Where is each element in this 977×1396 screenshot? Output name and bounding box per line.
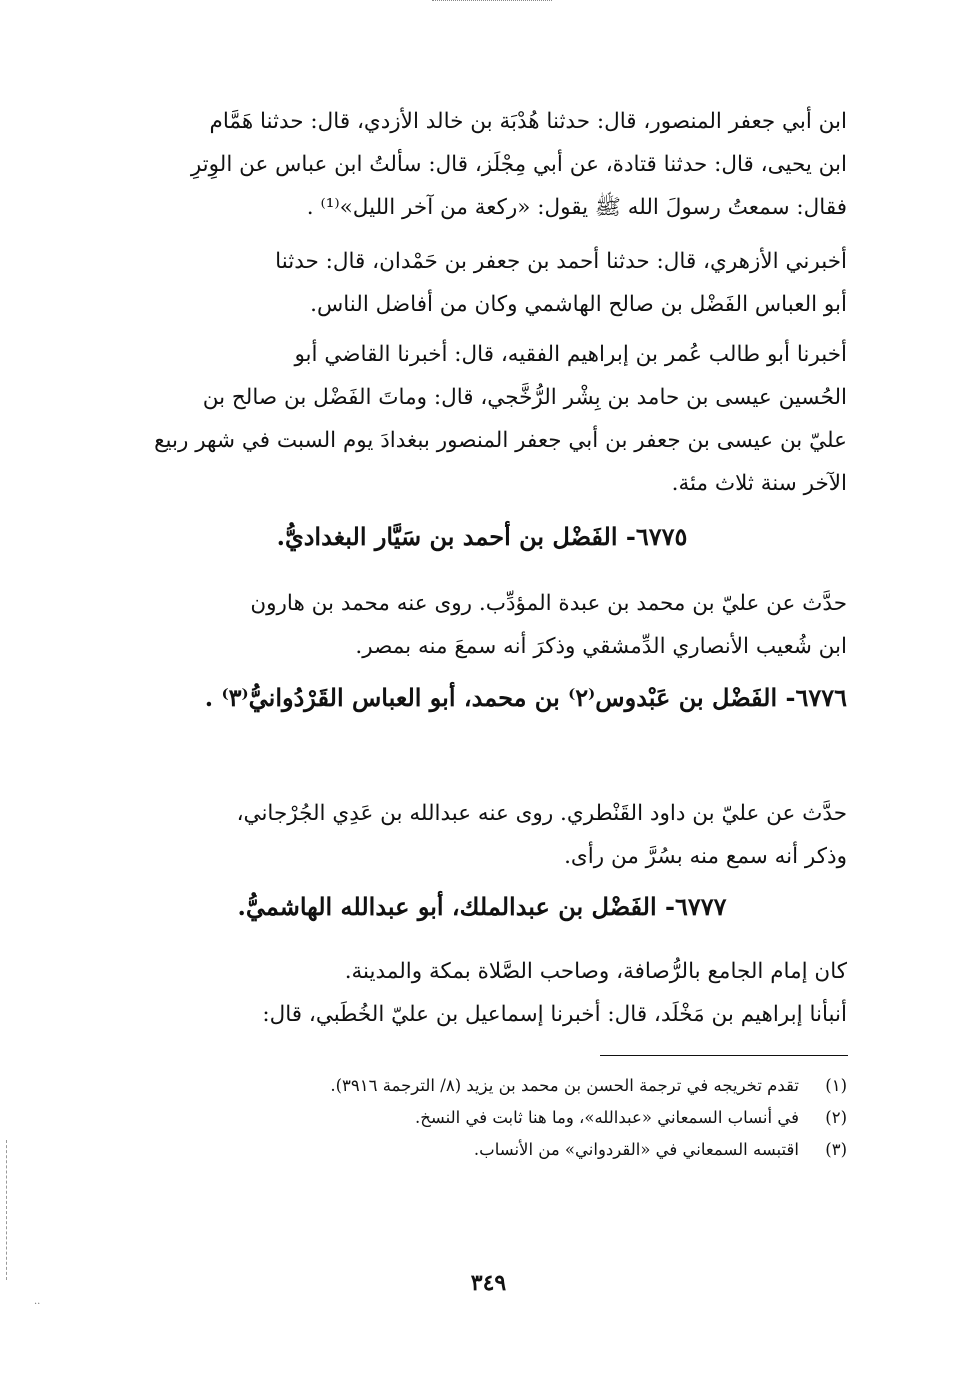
page-number: ٣٤٩ (470, 1270, 507, 1296)
paragraph-1 (117, 100, 847, 229)
text-line: حدَّث عن عليّ بن داود القَنْطري. روى عنه عبدالله بن عَدِي الجُرْجاني، (236, 801, 847, 826)
text-line: أنبأنا إبراهيم بن مَخْلَد، قال: أخبرنا إسماعيل بن عليّ الخُطَبي، قال: (262, 1002, 847, 1027)
text-line: عليّ بن عيسى بن جعفر بن أبي جعفر المنصور ببغدادَ يوم السبت في شهر ربيع (154, 428, 847, 453)
footnotes (117, 1070, 847, 1166)
text-line: فقال: سمعتُ رسولَ الله ﷺ يقول: «ركعة من آخر الليل»⁽¹⁾ . (306, 195, 847, 220)
entry-heading-6776: ٦٧٧٦- الفَضْل بن عَبْدوس⁽٢⁾ بن محمد، أبو العباس القَرْدُوانيُّ⁽٣⁾ . (204, 683, 847, 712)
scan-artifact-dot: .. (34, 1296, 41, 1307)
footnote-3 (117, 1134, 847, 1166)
paragraph-2 (117, 240, 847, 326)
scan-artifact-top (432, 0, 552, 1)
footnote-text: تقدم تخريجه في ترجمة الحسن بن محمد بن يزيد (٨/ الترجمة ٣٩١٦). (330, 1076, 799, 1095)
footnote-text: في أنساب السمعاني «عبدالله»، وما هنا ثابت في النسخ. (415, 1108, 799, 1127)
footnote-number: (٣) (825, 1140, 847, 1159)
text-line: الآخر سنة ثلاث مئة. (671, 471, 847, 496)
footnote-number: (٢) (825, 1108, 847, 1127)
footnote-2 (117, 1102, 847, 1134)
text-line: حدَّث عن عليّ بن محمد بن عبدة المؤدِّب. روى عنه محمد بن هارون (250, 591, 847, 616)
footnote-1 (117, 1070, 847, 1102)
text-line: الحُسين عيسى بن حامد بن بِشْر الرُّخَّجي، قال: وماتَ الفَضْل بن صالح بن (202, 385, 847, 410)
footnote-text: اقتبسه السمعاني في «القردواني» من الأنساب. (473, 1140, 799, 1159)
entry-body-6775 (117, 582, 847, 668)
entry-body-6777 (117, 950, 847, 1036)
text-line: كان إمام الجامع بالرُّصافة، وصاحب الصَّلاة بمكة والمدينة. (344, 959, 847, 984)
scan-artifact-left (6, 1140, 7, 1280)
entry-heading-6777: ٦٧٧٧- الفَضْل بن عبدالملك، أبو عبدالله الهاشميُّ. (237, 892, 727, 921)
text-line: أبو العباس الفَضْل بن صالح الهاشمي وكان من أفاضل الناس. (310, 292, 847, 317)
footnote-separator (600, 1055, 848, 1056)
text-line: ابن أبي جعفر المنصور، قال: حدثنا هُدْبَة بن خالد الأزدي، قال: حدثنا هَمَّام (209, 109, 847, 134)
entry-body-6776 (117, 792, 847, 878)
paragraph-3 (117, 333, 847, 505)
text-line: ابن يحيى، قال: حدثنا قتادة، عن أبي مِجْلَز، قال: سألتُ ابن عباس عن الوِترِ (190, 152, 847, 177)
entry-heading-6775: ٦٧٧٥- الفَضْل بن أحمد بن سَيَّار البغداديُّ. (276, 522, 688, 551)
text-line: أخبرنا أبو طالب عُمر بن إبراهيم الفقيه، قال: أخبرنا القاضي أبو (294, 342, 847, 367)
footnote-number: (١) (825, 1076, 847, 1095)
text-line: ابن شُعيب الأنصاري الدِّمشقي وذكرَ أنه سمعَ منه بمصر. (355, 634, 847, 659)
text-line: أخبرني الأزهري، قال: حدثنا أحمد بن جعفر بن حَمْدان، قال: حدثنا (275, 249, 847, 274)
text-line: وذكر أنه سمع منه بسُرَّ من رأى. (564, 844, 847, 869)
